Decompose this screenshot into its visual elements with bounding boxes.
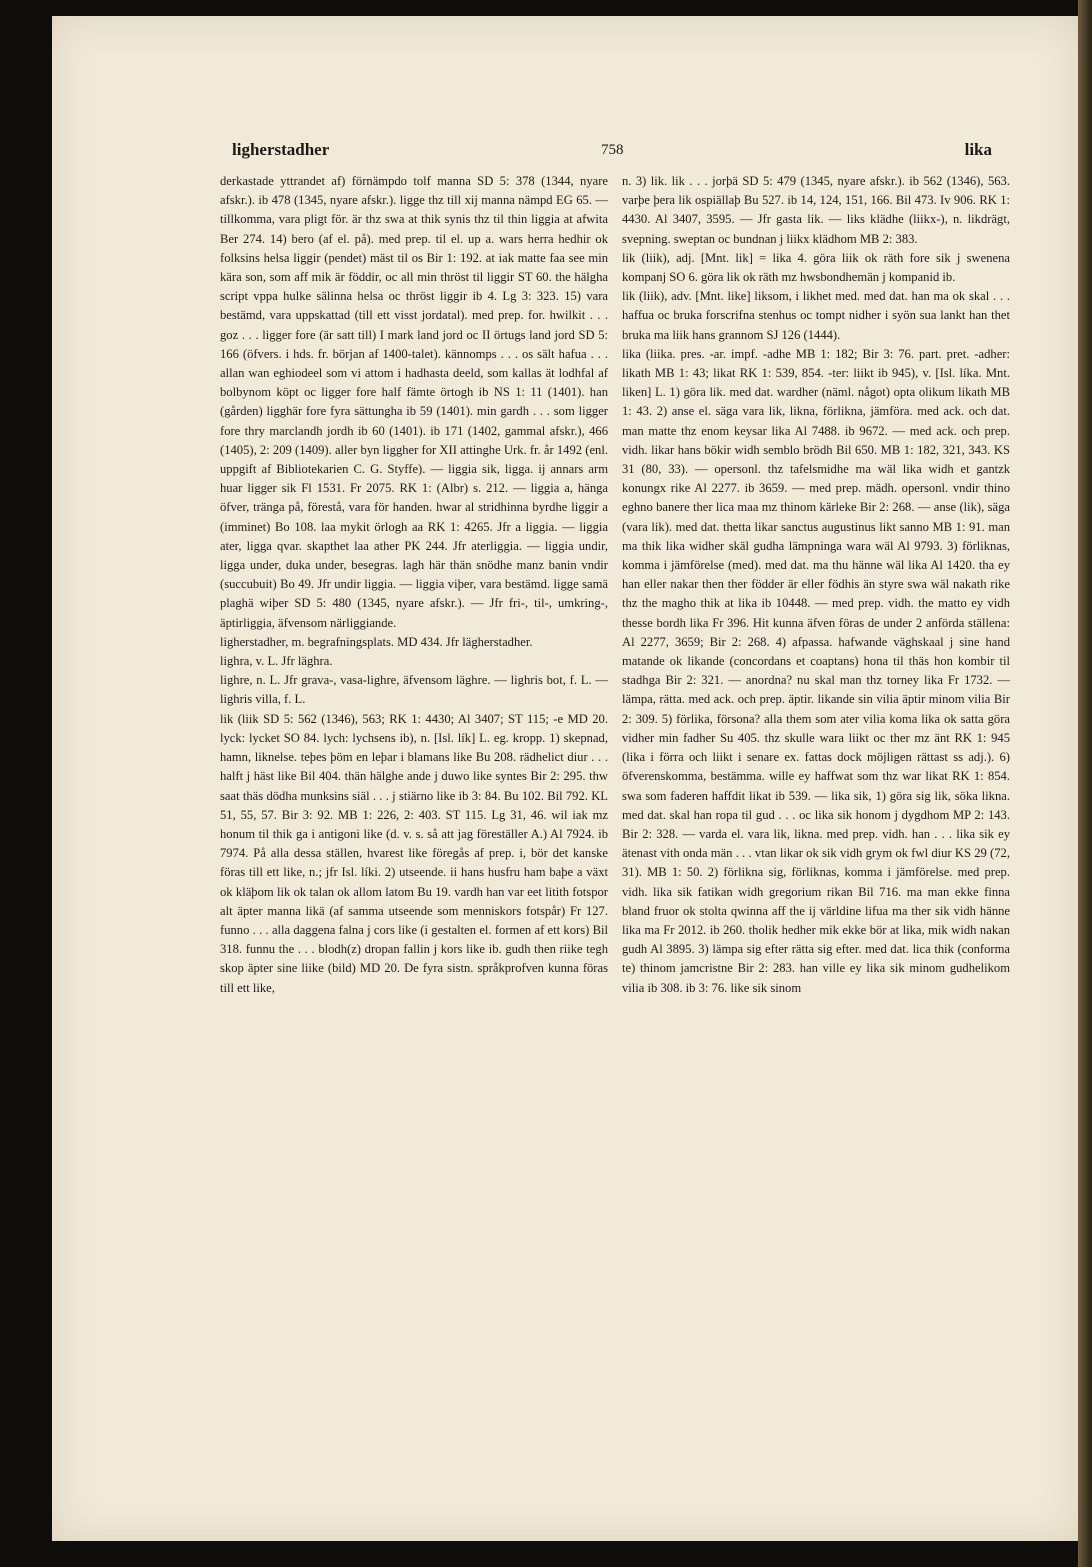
entry-paragraph: lik (liik), adv. [Mnt. like] liksom, i likhet med. med dat. han ma ok skal . . . haffua oc bruka forscrifna stenhus oc tompt nidher i syön sua lankt han thet bruka ma liik hans grannom SJ 126 (1444).	[622, 289, 1010, 342]
page-number: 758	[601, 142, 624, 158]
header-left-word: ligherstadher	[232, 140, 330, 159]
entry-paragraph: lighra, v. L. Jfr läghra.	[220, 654, 333, 669]
page-edge	[1078, 0, 1092, 1567]
entry-paragraph: lik (liik), adj. [Mnt. lik] = lika 4. göra liik ok räth fore sik j swenena kompanj SO 6. göra lik ok räth mz hwsbondhemän j kompanid ib.	[622, 250, 1010, 285]
running-head	[232, 140, 992, 166]
header-right-word: lika	[964, 140, 992, 159]
entry-paragraph: n. 3) lik. lik . . . jorþä SD 5: 479 (1345, nyare afskr.). ib 562 (1346), 563. varþe þera lik ospiällaþ Bu 527. ib 14, 124, 151, 166. Bil 473. Iv 906. RK 1: 4430. Al 3407, 3595. — Jfr gasta lik. — liks klädhe (liikx-), n. likdrägt, svepning. sweptan oc bundnan j liikx klädhom MB 2: 383.	[622, 174, 1010, 246]
entry-paragraph: lika (liika. pres. -ar. impf. -adhe MB 1: 182; Bir 3: 76. part. pret. -adher: likath MB 1: 43; likat RK 1: 539, 854. -ter: liikt ib 945), v. [Isl. líka. Mnt. liken] L. 1) göra lik. med dat. wardher (näml. något) opta olikum likath MB 1: 43. 2) anse el. säga vara lik, likna, förlikna, jämföra. med ack. och dat. man matte thz enom keysar lika Al 7488. ib 9672. — med ack. och prep. vidh. likar hans bökir widh semblo brödh Bil 650. MB 1: 182, 321, 343. KS 31 (80, 33). — opersonl. thz tafelsmidhe ma wäl lika widh et gantzk konungx rike Al 2277. ib 3659. — med prep. mädh. opersonl. vndir thino eghno banere ther lica maa mz thinom kärleke Bir 2: 268. — anse (lik), säga (vara lik). med dat. thetta likar sanctus augustinus likt sanno MB 1: 91. man ma thik lika widher skäl gudha lämpninga wara wäl Al 9793. 3) förliknas, komma i jämförelse (med). med dat. ma thu hänne wäl lika Al 1420. tha ey han eller nakar then ther födder är eller födhis än styre swa wäl nakath rike thz the magho thik at lika ib 10448. — med prep. vidh. the matto ey vidh thesse bordh lika Fr 396. Hit kunna äfven föras de under 2 anförda ställena: Al 2277, 3659; Bir 2: 268. 4) afpassa. hafwande väghskaal j sine hand matande ok likande (concordans et coaptans) hona til thäs hon kombir til stadhga Bir 2: 321. — anordna? nu skal man thz torney lika Fr 1732. — lämpa, rätta. med ack. och prep. äptir. likande sin vilia äptir minom vilia Bir 2: 309. 5) förlika, försona? alla them som ater vilia koma lika ok satta göra vidher min fadher Su 405. thz skulle wara liikt oc ther mz änt RK 1: 945 (lika i förra och liikt i senare ex. fattas dock möjligen rättast ss adj.). 6) öfverenskomma, bestämma. wille ey haffwat som thz war likat RK 1: 854. swa som faderen haffdit likat ib 539. — lika sik, 1) göra sig lik, söka likna. med dat. skal han ropa til gud . . . oc lika sik honom j dygdhom MP 2: 143. Bir 2: 328. — varda el. vara lik, likna. med prep. vidh. han . . . lika sik ey ätenast vith onda män . . . vtan likar ok sik vidh grym ok fwl diur KS 29 (72, 31). MB 1: 50. 2) förlikna sig, förliknas, komma i jämförelse. med prep. vidh. lika sik fatikan widh gregorium rikan Bil 716. ma man ekke finna bland fruor ok stolta qwinna aff the ij världine lifua ma ther sik vidh hänne lika ma Fr 2012. ib 260. tholik hedher mik ekke bör at lika, mik widh nakan gudh Al 3895. 3) lämpa sig efter rätta sig efter. med dat. lica thik (conforma te) thinom jamcristne Bir 2: 283. han ville ey lika sik minom gudhelikom vilia ib 308. ib 3: 76. like sik sinom	[622, 346, 1010, 995]
right-column	[622, 172, 1010, 1492]
entry-paragraph: lik (liik SD 5: 562 (1346), 563; RK 1: 4430; Al 3407; ST 115; -e MD 20. lyck: lycket SO 84. lych: lychsens ib), n. [Isl. lík] L. eg. kropp. 1) skepnad, hamn, liknelse. teþes þöm en leþar i blamans like Bu 208. rädhelict diur . . . halft j häst like Bil 404. thän hälghe ande j duwo like syntes Bir 2: 295. thw saat thäs dödha munksins siäl . . . j stiärno like ib 3: 84. Bu 102. Bil 792. KL 51, 55, 57. Bir 3: 92. MB 1: 226, 2: 403. ST 115. Lg 31, 46. wil iak mz honum til thik ga i antigoni like (d. v. s. så att jag föreställer A.) Al 7924. ib 7974. På alla dessa ställen, hvarest like föregås af prep. i, bör det kanske föras till ett like, n.; jfr Isl. líki. 2) utseende. ii hans husfru ham baþe a växt ok kläþom lik ok talan ok allom latom Bu 19. vardh han var eet litith fotspor alt äpter manna likä (af samma utseende som menniskors fotspår) Fr 127. funno . . . alla daggena falna j cors like (i gestalten el. formen af ett kors) Bil 318. funnu the . . . blodh(z) dropan fallin j kors like ib. gudh then riike tegh skop äpter sine liike (bild) MD 20. De fyra sistn. språkprofven kunna föras till ett like,	[220, 711, 608, 995]
entry-paragraph: derkastade yttrandet af) förnämpdo tolf manna SD 5: 378 (1344, nyare afskr.). ib 478 (1345, nyare afskr.). ligge thz till xij manna nämpd EG 65. — tillkomma, vara pligt för. är thz swa at thik synis thz til thin liggia at afwita Ber 274. 14) bero (af el. på). med prep. til el. up a. wars herra hedhir ok folksins helsa liggir (pendet) mäst til os Bir 1: 192. at iak matte faa see min kära son, som aff mik är föddir, oc all min thröst til liggir ST 60. the hälgha script vppa hulke sälinna helsa oc thröst liggir ib 4. Lg 3: 323. 15) vara bestämd, vara uppskattad (till ett visst jordatal). med prep. for. hwilkit . . . goz . . . ligger fore (är satt till) I mark land jord oc II örtugs land jord SD 5: 166 (öfvers. i hds. fr. början af 1400-talet). kännomps . . . os sält hafua . . . allan wan eghiodeel som vi attom i hadhasta deeld, som kallas ät lodhfal af bolbynom köpt oc ligger fore half fämte örtogh ib NS 1: 11 (1401). han (gården) ligghär fore fyra sättungha ib 59 (1401). min gardh . . . som ligger fore thry marclandh jordh ib 60 (1401). ib 171 (1402, gammal afskr.), 466 (1405), 2: 209 (1409). aller byn liggher for XII attinghe Urk. fr. år 1492 (enl. uppgift af Bibliotekarien C. G. Styffe). — liggia sik, ligga. ij annars arm huar ligger sik Fl 1531. Fr 2075. RK 1: (Albr) s. 212. — liggia a, hänga öfver, tränga på, förestå, vara för handen. hwar al stridhinna byrdhe liggir a (imminet) Bo 108. laa mykit örlogh aa RK 1: 4265. Jfr a liggia. — liggia ater, ligga qvar. skapthet laa ather PK 244. Jfr aterliggia. — liggia undir, ligga under, duka under, besegras. lagh här thän snödhe manz banin vndir (succubuit) Bo 49. Jfr undir liggia. — liggia viþer, vara bestämd. ligge samä plaghä wiþer SD 5: 480 (1345, nyare afskr.). — Jfr fri-, til-, umkring-, äptirliggia, äfvensom närliggiande.	[220, 174, 608, 630]
entry-paragraph: lighre, n. L. Jfr grava-, vasa-lighre, äfvensom läghre. — lighris bot, f. L. — lighris villa, f. L.	[220, 673, 608, 707]
left-column	[220, 172, 608, 1492]
entry-paragraph: ligherstadher, m. begrafningsplats. MD 434. Jfr lägherstadher.	[220, 634, 533, 649]
